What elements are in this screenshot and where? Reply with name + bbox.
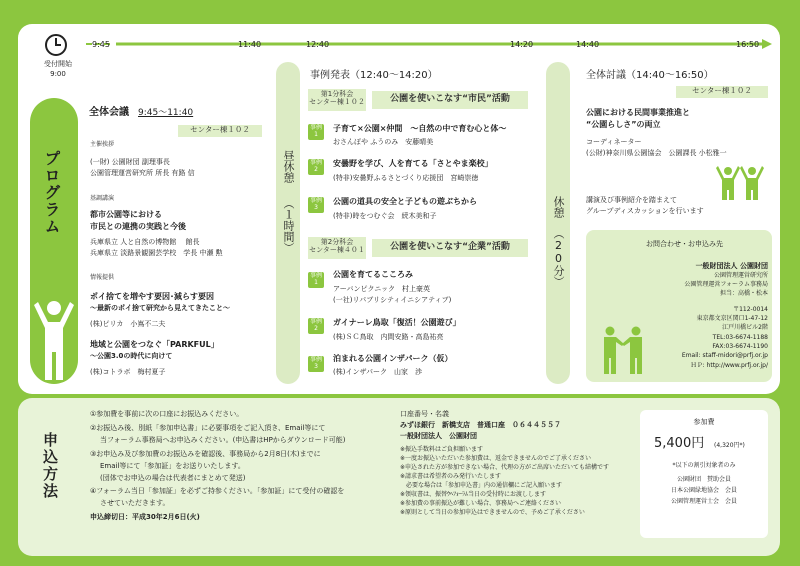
discussion-note-2: グループディスカッションを行います (586, 207, 704, 215)
case-chip: 事例 2 (309, 159, 322, 173)
time-1440: 14:40 (576, 40, 600, 49)
timeline-arrow (86, 36, 776, 58)
fee-note: *以下の割引対象者のみ (672, 462, 736, 469)
note: ※請求書は希望者のみ発行いたします (400, 473, 502, 480)
contact-address-2: 江戸川橋ビル2階 (722, 324, 768, 331)
session1-room: 第1分科会 センター棟１０２ (308, 89, 366, 111)
apply-label: 申込方法 (41, 432, 59, 500)
break-label: 休憩 (552, 196, 565, 218)
case-presenter: (株)インザパーク 山家 渉 (333, 368, 423, 376)
note: ※領収書は、振替ｳﾍﾌｫｰﾗﾑ当日の受付時にお渡しします (400, 491, 547, 498)
reception-time: 9:00 (50, 70, 66, 78)
time-1650: 16:50 (736, 40, 760, 49)
bank-head: 口座番号・名義 (400, 410, 449, 418)
step-4b: させていただきます。 (100, 499, 170, 507)
case-title: 泊まれる公園インザパーク（仮） (333, 354, 453, 363)
plenary-title: 全体会議 (89, 107, 129, 118)
discussion-topic-2: “公園らしさ”の両立 (586, 120, 661, 129)
fee-discount: (4,320円*) (714, 442, 745, 449)
case-presenter: (特非)時をつむぐ会 続木美和子 (333, 212, 437, 220)
lunch-duration: （１時間） (282, 198, 295, 253)
session2-theme: 公園を使いこなす“企業”活動 (372, 239, 528, 257)
step-2a: ②お振込み後、別紙「参加申込書」に必要事項をご記入頂き、Email等にて (90, 424, 326, 432)
info2-title-1: 地域と公園をつなぐ「PARKFUL」 (90, 340, 219, 349)
keynote-title-1: 都市公園等における (90, 210, 162, 219)
clock-icon (44, 33, 68, 61)
contact-staff: 担当：高橋・松本 (719, 290, 768, 297)
case-title: 公園を育てるこころみ (333, 270, 413, 279)
fee-box (640, 410, 768, 538)
case-presenter: アーバンピクニック 村上豪英 (333, 285, 431, 293)
discussion-title: 全体討議（14:40～16:50） (586, 70, 714, 81)
step-4a: ④フォーラム当日「参加証」を必ずご持参ください。「参加証」にて受付の確認を (90, 487, 345, 495)
session1-theme: 公園を使いこなす“市民”活動 (372, 91, 528, 109)
break-duration: （20分） (552, 228, 565, 287)
keynote-head: 基調講演 (90, 195, 115, 202)
note: 必要な場合は「参加申込書」内の通信欄にご記入願います (400, 482, 563, 489)
greeting-text-2: 公園管理運営研究所 所長 有路 信 (90, 169, 195, 177)
discussion-note-1: 講演及び事例紹介を踏まえて (586, 196, 677, 204)
fee-amount: 5,400円 (654, 436, 705, 451)
contact-title: お問合わせ・お申込み先 (646, 240, 723, 248)
case-presenter: おさんぽや ふうのみ 安藤晴美 (333, 138, 434, 146)
info-head: 情報提供 (90, 274, 115, 281)
contact-fax: FAX:03-6674-1190 (712, 343, 768, 350)
greeting-text: (一財) 公園財団 副理事長 (90, 158, 170, 166)
case-presenter: (特非)安曇野ふるさとづくり応援団 宮崎崇徳 (333, 174, 479, 182)
keynote-speaker-2: 兵庫県立 淡路景観園芸学校 学長 中瀬 勲 (90, 249, 223, 257)
case-chip: 事例 1 (309, 124, 322, 138)
contact-org-1: 一般財団法人 公園財団 (695, 262, 768, 270)
step-1: ①参加費を事前に次の口座にお振込みください。 (90, 410, 244, 418)
keynote-speaker-1: 兵庫県立 人と自然の博物館 館長 (90, 238, 200, 246)
note: ※参加費の事前振込が難しい場合、事務局へご連絡ください (400, 500, 562, 507)
coordinator-name: (公財)神奈川県公園協会 公園課長 小松雅一 (586, 149, 727, 157)
discussion-room: センター棟１０２ (676, 86, 768, 98)
contact-tel: TEL:03-6674-1188 (712, 334, 768, 341)
time-1140: 11:40 (238, 40, 262, 49)
note: ※申込された方が参加できない場合、代理の方がご出席いただいても結構です (400, 464, 610, 471)
bank-account: みずほ銀行 新橋支店 普通口座 ０６４４５５７ (400, 421, 561, 429)
contact-address-1: 東京都文京区関口1-47-12 (696, 315, 768, 322)
contact-zip: 〒112-0014 (733, 306, 768, 313)
info1-title-2: ～最新のポイ捨て研究から見えてきたこと～ (90, 304, 230, 312)
reception-label: 受付開始 (44, 60, 72, 68)
case-title: ガイナーレ鳥取「復活！公園遊び」 (333, 318, 461, 327)
case-presenter-2: (一社)リパブリシティイニシアティブ) (333, 296, 452, 304)
cases-title: 事例発表（12:40～14:20） (310, 70, 438, 81)
contact-org-3: 公園管理運営フォーラム事務局 (684, 281, 768, 288)
case-chip: 事例 2 (309, 318, 322, 332)
note: ※振込手数料はご負担願います (400, 446, 484, 453)
info2-speaker: (株)コトラボ 梅村夏子 (90, 368, 166, 376)
contact-email[interactable]: Email: staff-midori@prfj.or.jp (681, 352, 768, 359)
member-type: 日本公園緑地協会 会員 (670, 487, 737, 494)
fee-head: 参加費 (693, 418, 715, 426)
info1-title-1: ポイ捨てを増やす要因･減らす要因 (90, 292, 214, 301)
time-1420: 14:20 (510, 40, 534, 49)
case-title: 安曇野を学び、人を育てる「さとやま楽校」 (333, 159, 493, 168)
case-chip: 事例 3 (309, 356, 322, 370)
plenary-time: 9:45～11:40 (138, 108, 194, 118)
info1-speaker: (株)ピリカ 小嶌不二夫 (90, 320, 166, 328)
contact-org-2: 公園管理運営研究所 (713, 272, 768, 279)
case-title: 公園の道具の安全と子どもの遊ぶちから (333, 197, 477, 206)
coordinator-head: コーディネーター (586, 138, 642, 146)
plenary-room: センター棟１０２ (178, 125, 262, 137)
note: ※一度お振込いただいた参加費は、返金できませんのでご了承ください (400, 455, 592, 462)
deadline: 申込締切日：平成30年2月6日(火) (90, 513, 200, 521)
step-3c: (団体でお申込の場合は代表者にまとめて発送) (100, 474, 246, 482)
time-0945: 9:45 (92, 40, 110, 49)
case-chip: 事例 1 (309, 272, 322, 286)
case-title: 子育て×公園×仲間 ～自然の中で育む心と体～ (333, 124, 507, 133)
keynote-title-2: 市民との連携の実践と今後 (90, 222, 186, 231)
step-2b: 当フォーラム事務局へお申込みください。(申込書はHPからダウンロード可能) (100, 436, 346, 444)
person-cheer-icon (34, 300, 74, 386)
member-type: 公園管理運営士会 会員 (670, 498, 737, 505)
program-label: プログラム (42, 150, 61, 235)
member-type: 公園財団 賛助会員 (676, 476, 731, 483)
greeting-head: 主催挨拶 (90, 141, 115, 148)
step-3a: ③お申込み及び参加費のお振込みを確認後、事務局から2月8日(木)までに (90, 450, 321, 458)
case-chip: 事例 3 (309, 197, 322, 211)
break-bar (546, 62, 570, 384)
step-3b: Email等にて「参加証」をお送りいたします。 (100, 462, 245, 470)
session2-room: 第2分科会 センター棟４０１ (308, 237, 366, 259)
bank-holder: 一般財団法人 公園財団 (400, 432, 477, 440)
case-presenter: (株)ＳＣ鳥取 内間安路・高島祐亮 (333, 333, 444, 341)
lunch-label: 昼休憩 (282, 150, 295, 183)
contact-website[interactable]: ＨＰ: http://www.prfj.or.jp/ (690, 362, 768, 369)
people-talk-icon (600, 326, 646, 380)
note: ※原則として当日の参加申込はできませんので、予めご了承ください (400, 509, 585, 516)
time-1240: 12:40 (306, 40, 330, 49)
people-cheer-icon (716, 166, 764, 206)
info2-title-2: ～公園3.0の時代に向けて (90, 352, 173, 360)
discussion-topic-1: 公園における民間事業推進と (586, 108, 690, 117)
